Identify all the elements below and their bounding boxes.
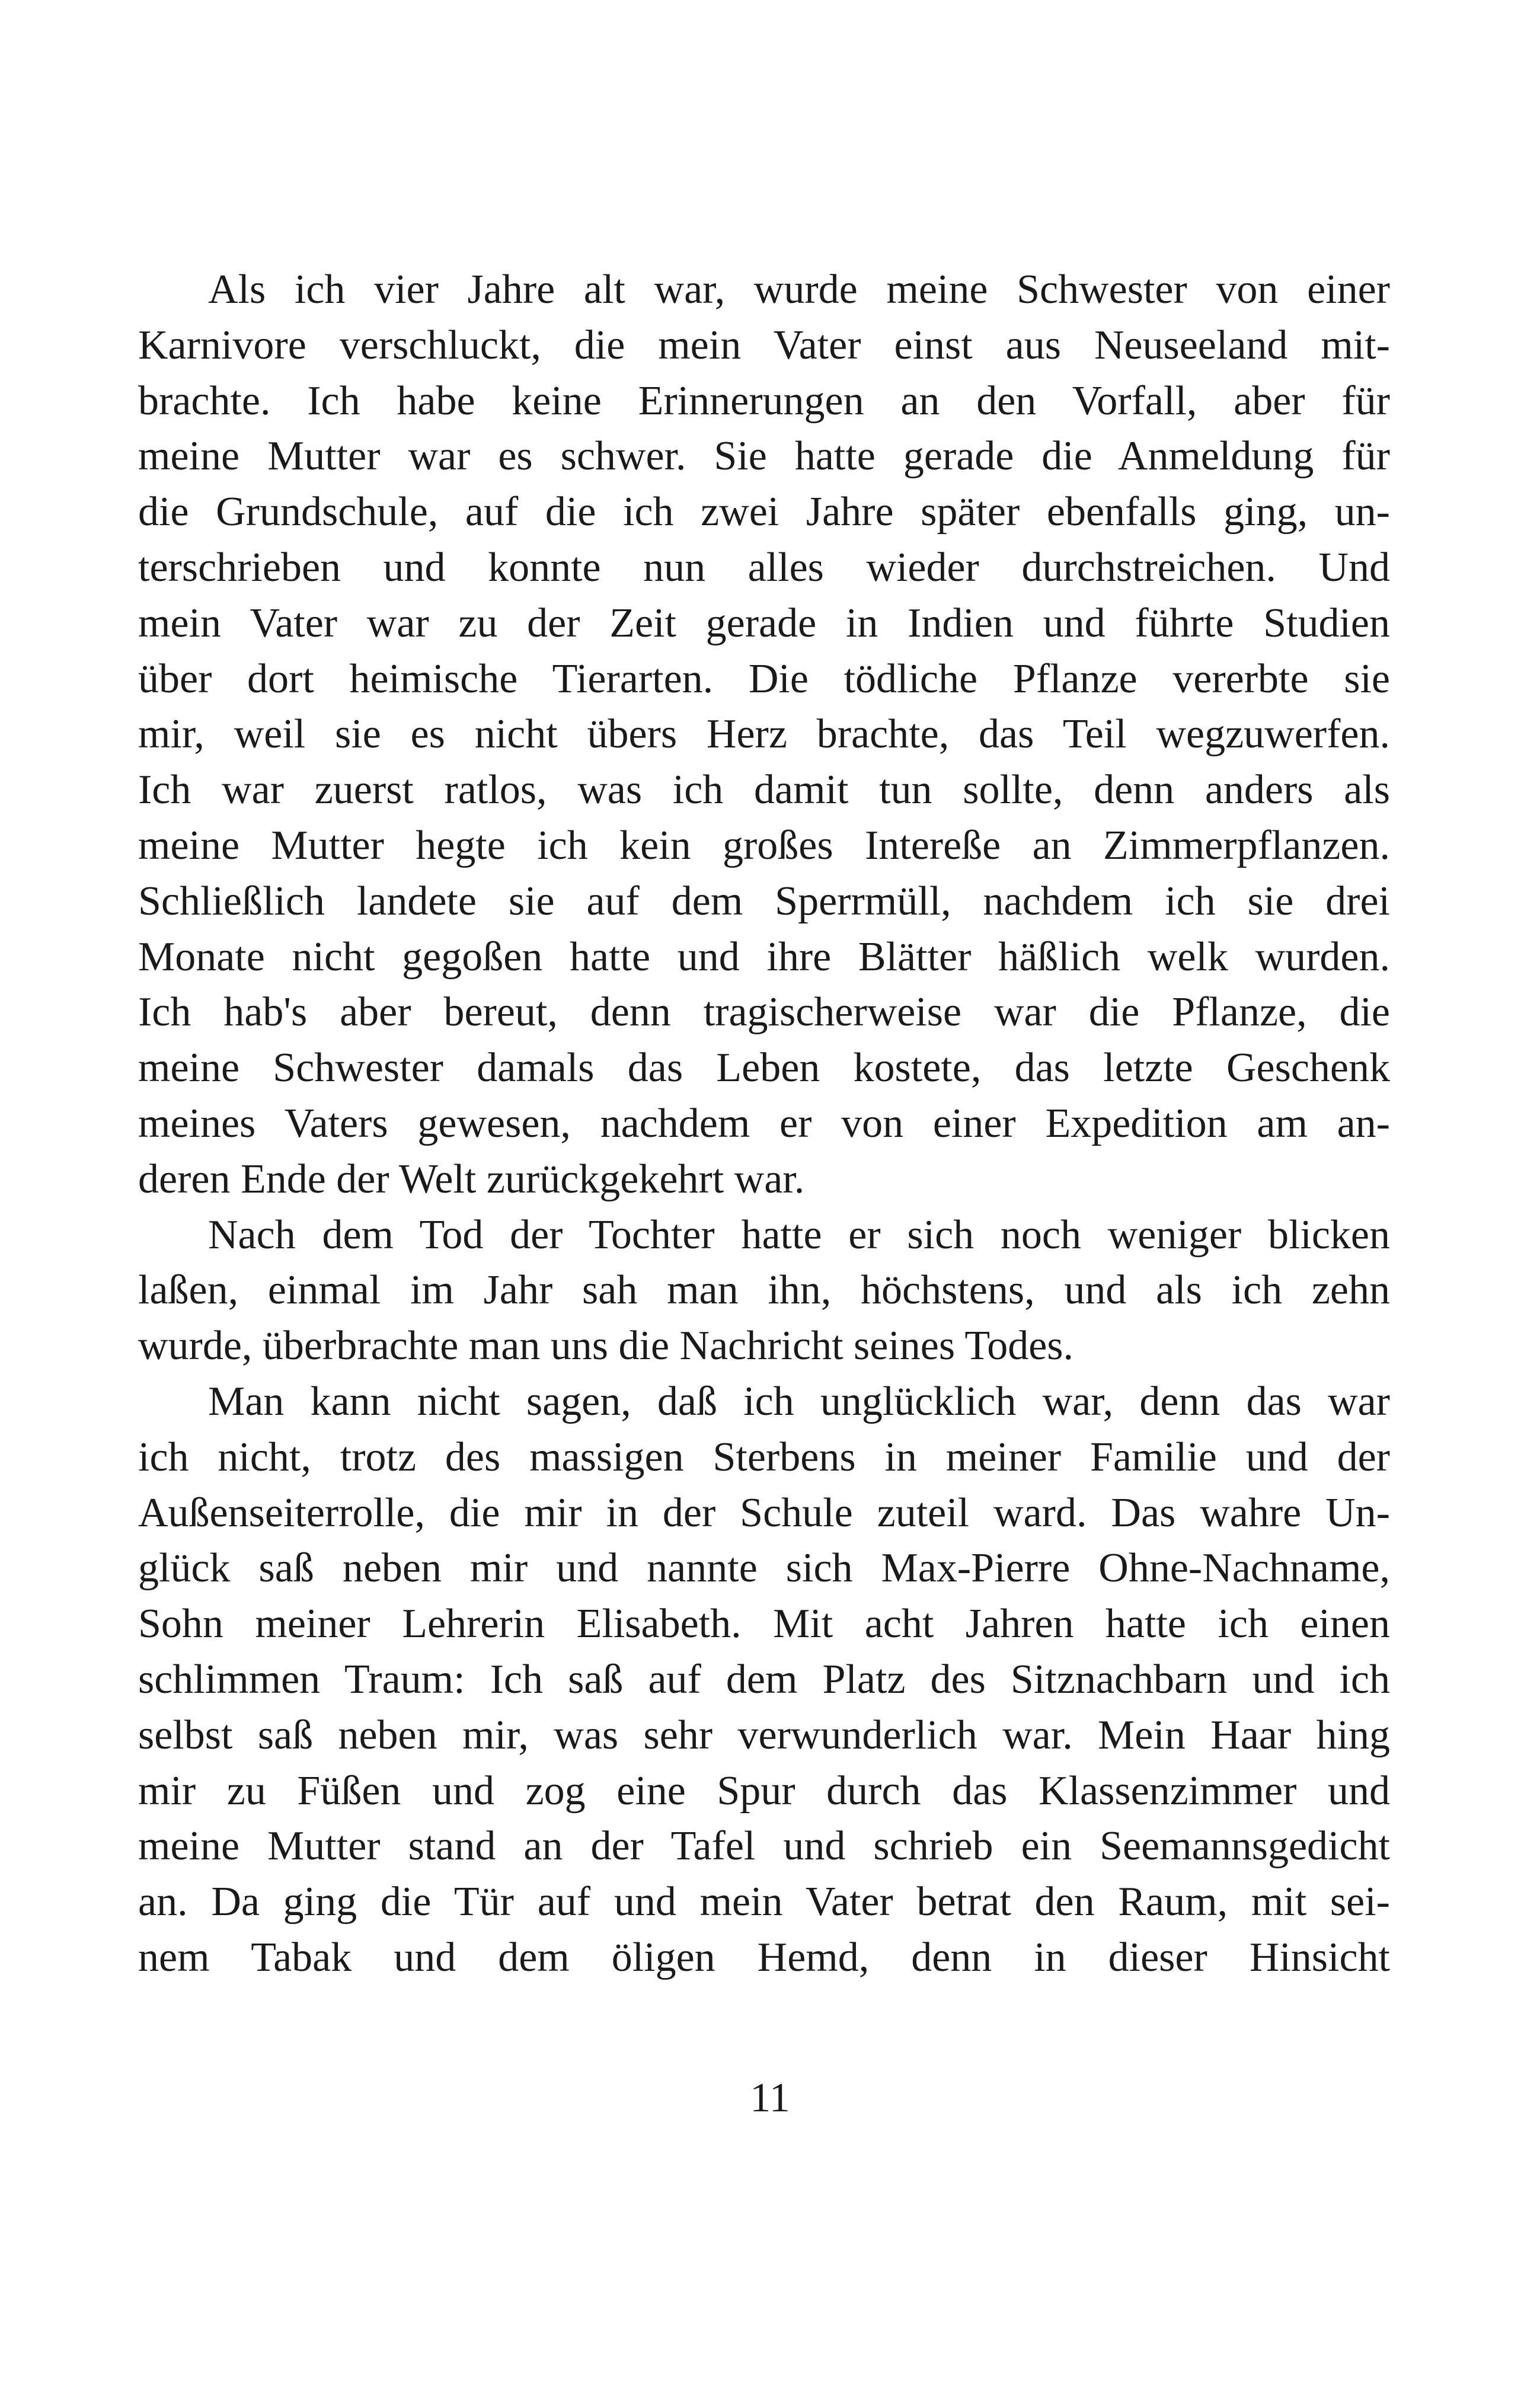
paragraph <box>138 1374 1390 1986</box>
text-line: glück saß neben mir und nannte sich Max-Pierre Ohne-Nachname, <box>138 1545 1390 1591</box>
page-number: 11 <box>750 2075 790 2121</box>
text-line: Man kann nicht sagen, daß ich unglücklich war, denn das war <box>208 1378 1390 1424</box>
text-line: brachte. Ich habe keine Erinnerungen an den Vorfall, aber für <box>138 378 1390 424</box>
text-line: wurde, überbrachte man uns die Nachricht seines Todes. <box>138 1323 1074 1369</box>
text-line: über dort heimische Tierarten. Die tödliche Pflanze vererbte sie <box>138 656 1390 702</box>
text-line: Sohn meiner Lehrerin Elisabeth. Mit acht Jahren hatte ich einen <box>138 1601 1390 1647</box>
text-line: Karnivore verschluckt, die mein Vater einst aus Neuseeland mit- <box>138 322 1390 368</box>
text-line: schlimmen Traum: Ich saß auf dem Platz des Sitznachbarn und ich <box>138 1656 1390 1702</box>
text-line: terschrieben und konnte nun alles wieder durchstreichen. Und <box>138 544 1390 590</box>
text-line: Nach dem Tod der Tochter hatte er sich noch weniger blicken <box>208 1212 1390 1258</box>
paragraph <box>138 262 1390 1207</box>
text-line: Außenseiterrolle, die mir in der Schule zuteil ward. Das wahre Un- <box>138 1490 1390 1536</box>
text-line: Monate nicht gegoßen hatte und ihre Blätter häßlich welk wurden. <box>138 934 1390 980</box>
text-line: nem Tabak und dem öligen Hemd, denn in dieser Hinsicht <box>138 1934 1390 1980</box>
text-line: meine Schwester damals das Leben kostete, das letzte Geschenk <box>138 1045 1390 1091</box>
body-text <box>138 262 1390 1986</box>
text-line: meines Vaters gewesen, nachdem er von einer Expedition am an- <box>138 1100 1390 1146</box>
text-line: deren Ende der Welt zurückgekehrt war. <box>138 1156 805 1202</box>
text-line: meine Mutter stand an der Tafel und schrieb ein Seemannsgedicht <box>138 1823 1390 1869</box>
paragraph <box>138 1207 1390 1374</box>
text-line: mir, weil sie es nicht übers Herz brachte, das Teil wegzuwerfen. <box>138 711 1390 758</box>
text-line: selbst saß neben mir, was sehr verwunderlich war. Mein Haar hing <box>138 1712 1390 1758</box>
text-line: Schließlich landete sie auf dem Sperrmüll, nachdem ich sie drei <box>138 878 1390 924</box>
text-line: mir zu Füßen und zog eine Spur durch das Klassenzimmer und <box>138 1768 1390 1814</box>
text-line: Ich hab's aber bereut, denn tragischerweise war die Pflanze, die <box>138 989 1390 1036</box>
text-line: an. Da ging die Tür auf und mein Vater betrat den Raum, mit sei- <box>138 1879 1390 1925</box>
text-line: Ich war zuerst ratlos, was ich damit tun sollte, denn anders als <box>138 767 1390 813</box>
text-line: meine Mutter hegte ich kein großes Intereße an Zimmerpflanzen. <box>138 822 1390 868</box>
text-line: ich nicht, trotz des massigen Sterbens in meiner Familie und der <box>138 1434 1390 1480</box>
text-line: mein Vater war zu der Zeit gerade in Indien und führte Studien <box>138 600 1390 646</box>
text-line: die Grundschule, auf die ich zwei Jahre später ebenfalls ging, un- <box>138 489 1390 535</box>
text-line: laßen, einmal im Jahr sah man ihn, höchstens, und als ich zehn <box>138 1267 1390 1313</box>
text-line: Als ich vier Jahre alt war, wurde meine Schwester von einer <box>208 267 1390 312</box>
text-line: meine Mutter war es schwer. Sie hatte gerade die Anmeldung für <box>138 433 1390 480</box>
